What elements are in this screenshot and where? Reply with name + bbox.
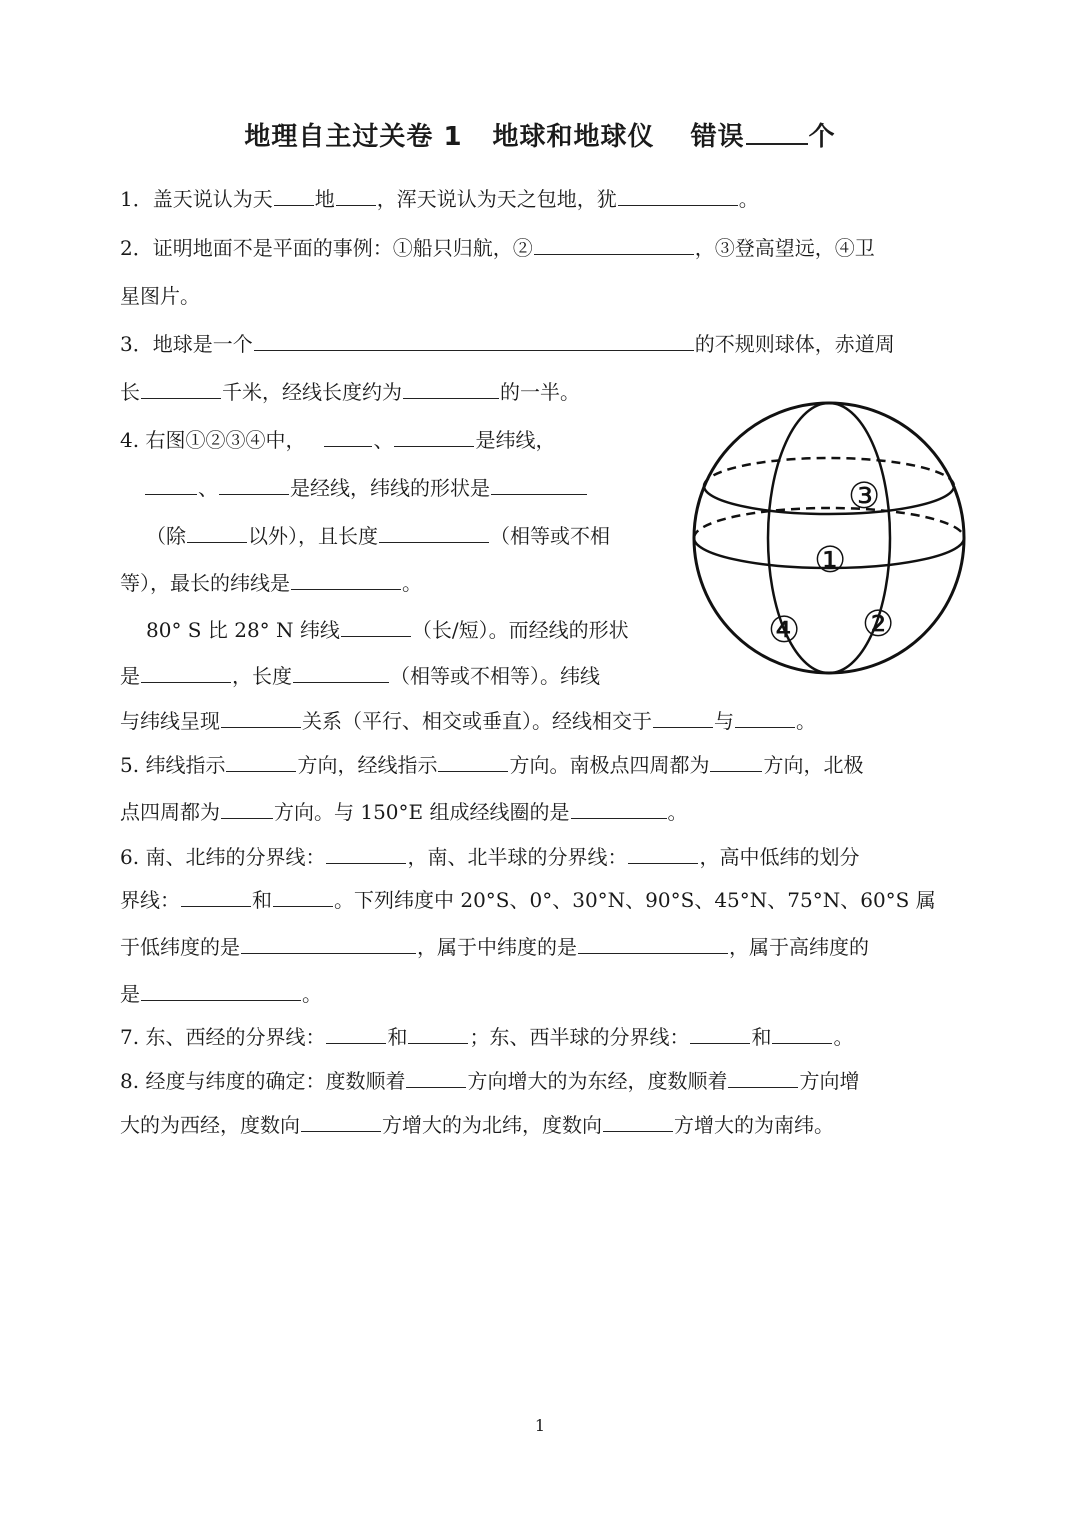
errors-unit: 个 (808, 122, 836, 152)
q3-text-e: 的一半。 (500, 380, 580, 404)
q1-line (120, 184, 759, 214)
q6-blank-2[interactable] (628, 843, 698, 864)
q4-blank-13[interactable] (653, 707, 713, 728)
q6-text-2b: 和 (252, 888, 272, 912)
q4-blank-5[interactable] (491, 474, 587, 495)
q7-blank-3[interactable] (690, 1023, 750, 1044)
q5-blank-1[interactable] (226, 751, 296, 772)
q6-line-2 (120, 885, 936, 915)
q6-line-4 (120, 979, 322, 1009)
q6-line-3 (120, 932, 869, 962)
q5-blank-2[interactable] (438, 751, 508, 772)
q5-line-1 (120, 750, 863, 780)
q4-blank-14[interactable] (735, 707, 795, 728)
q8-text-1c: 方向增 (799, 1069, 860, 1093)
q1-blank-2[interactable] (336, 185, 376, 206)
q4-text-7d: 。 (796, 709, 816, 733)
latitude-3-back (704, 458, 954, 486)
q4-line-5 (146, 615, 629, 645)
q8-text-2a: 大的为西经，度数向 (120, 1113, 300, 1137)
q5-blank-4[interactable] (221, 798, 273, 819)
q4-text-3b: 以外），且长度 (248, 524, 378, 548)
title-main: 地理自主过关卷 1 (244, 122, 463, 152)
label-1: ① (814, 540, 847, 581)
q8-text-2c: 方增大的为南纬。 (674, 1113, 834, 1137)
q8-text-2b: 方增大的为北纬，度数向 (382, 1113, 602, 1137)
q1-text-d: 。 (738, 187, 759, 211)
q6-blank-6[interactable] (578, 933, 728, 954)
q1-blank-1[interactable] (274, 185, 314, 206)
q3-text-a: 3．地球是一个 (120, 332, 253, 356)
q5-text-2c: 。 (667, 800, 688, 824)
q4-blank-6[interactable] (187, 522, 247, 543)
q7-text-b: 和 (387, 1025, 408, 1049)
q4-blank-1[interactable] (324, 426, 372, 447)
q6-text-2a: 界线： (120, 888, 180, 912)
q8-line-1 (120, 1066, 859, 1096)
q4-line-2 (144, 473, 588, 503)
q3-text-d: 千米，经线长度约为 (222, 380, 402, 404)
q4-blank-9[interactable] (341, 616, 411, 637)
q2-blank-1[interactable] (534, 234, 694, 255)
globe-figure (690, 400, 970, 680)
q4-blank-3[interactable] (145, 474, 197, 495)
q6-blank-5[interactable] (241, 933, 416, 954)
q8-text-1b: 方向增大的为东经，度数顺着 (467, 1069, 728, 1093)
q7-blank-1[interactable] (326, 1023, 386, 1044)
q7-blank-4[interactable] (772, 1023, 832, 1044)
q8-blank-4[interactable] (603, 1111, 673, 1132)
q1-text-a: 1．盖天说认为天 (120, 187, 273, 211)
q3-line-2 (120, 377, 580, 407)
q2-text-c: 星图片。 (120, 284, 200, 308)
label-4: ④ (768, 610, 801, 651)
label-2: ② (862, 604, 895, 645)
q6-text-1a: 6. 南、北纬的分界线： (120, 845, 326, 869)
q4-line-1 (120, 425, 555, 455)
q4-text-7a: 与纬线呈现 (120, 709, 220, 733)
equator-back (694, 508, 964, 538)
q6-blank-4[interactable] (273, 886, 333, 907)
q7-text-d: 和 (751, 1025, 772, 1049)
q6-text-1c: ，高中低纬的划分 (699, 845, 860, 869)
q3-blank-2[interactable] (141, 378, 221, 399)
latitude-3-front (704, 486, 954, 514)
q4-text-1b: 、 (373, 428, 394, 452)
q8-line-2 (120, 1110, 834, 1140)
q4-text-6c: （相等或不相等）。纬线 (390, 664, 600, 688)
page-title (0, 116, 1080, 153)
q4-text-6a: 是 (120, 664, 140, 688)
q6-text-4b: 。 (302, 982, 322, 1006)
q4-blank-11[interactable] (293, 662, 389, 683)
q7-text-a: 7. 东、西经的分界线： (120, 1025, 326, 1049)
page-number: 1 (534, 1416, 546, 1435)
q5-text-2b: 方向。与 150°E 组成经线圈的是 (274, 800, 570, 824)
q3-blank-1[interactable] (254, 330, 694, 351)
q6-text-2c: 。下列纬度中 20°S、0°、30°N、90°S、45°N、75°N、60°S 属 (334, 888, 936, 912)
q5-blank-3[interactable] (710, 751, 762, 772)
q4-blank-2[interactable] (394, 426, 474, 447)
q7-line (120, 1022, 853, 1052)
q4-text-1a: 4. 右图①②③④中， (120, 428, 306, 452)
q6-line-1 (120, 842, 859, 872)
globe-outline (694, 403, 964, 673)
q5-text-1d: 方向，北极 (763, 753, 864, 777)
q4-line-7 (120, 706, 816, 736)
q4-text-1c: 是纬线， (475, 428, 556, 452)
q4-line-4 (120, 568, 422, 598)
q4-blank-8[interactable] (291, 569, 401, 590)
q5-text-1b: 方向，经线指示 (297, 753, 438, 777)
label-3: ③ (848, 476, 881, 517)
q6-text-1b: ，南、北半球的分界线： (407, 845, 628, 869)
q6-blank-7[interactable] (141, 980, 301, 1001)
q6-blank-3[interactable] (181, 886, 251, 907)
q2-text-a: 2．证明地面不是平面的事例：①船只归航，② (120, 236, 533, 260)
q4-text-4b: 。 (402, 571, 422, 595)
q8-blank-1[interactable] (406, 1067, 466, 1088)
q4-text-5a: 80° S 比 28° N 纬线 (146, 618, 340, 642)
title-topic: 地球和地球仪 (492, 122, 655, 152)
q4-text-3c: （相等或不相 (490, 524, 610, 548)
q4-text-7c: 与 (714, 709, 734, 733)
q4-text-7b: 关系（平行、相交或垂直）。经线相交于 (302, 709, 652, 733)
q5-text-2a: 点四周都为 (120, 800, 220, 824)
q6-text-3c: ，属于高纬度的 (729, 935, 869, 959)
q4-blank-10[interactable] (141, 662, 231, 683)
q4-text-3a: （除 (146, 524, 186, 548)
q4-line-6 (120, 661, 600, 691)
q8-blank-3[interactable] (301, 1111, 381, 1132)
q4-text-5b: （长/短）。而经线的形状 (411, 618, 629, 642)
q6-blank-1[interactable] (326, 843, 406, 864)
errors-label: 错误 (690, 122, 745, 152)
q4-text-4a: 等），最长的纬线是 (120, 571, 290, 595)
q6-text-3a: 于低纬度的是 (120, 935, 240, 959)
q4-blank-12[interactable] (221, 707, 301, 728)
q4-text-2b: 是经线，纬线的形状是 (290, 476, 490, 500)
q7-blank-2[interactable] (408, 1023, 468, 1044)
q4-line-3 (146, 521, 610, 551)
q3-line-1 (120, 329, 895, 359)
q1-blank-3[interactable] (618, 185, 738, 206)
errors-blank[interactable] (746, 123, 808, 145)
q4-text-6b: ，长度 (232, 664, 292, 688)
q5-line-2 (120, 797, 688, 827)
q7-text-e: 。 (833, 1025, 854, 1049)
q6-text-3b: ，属于中纬度的是 (417, 935, 577, 959)
q1-text-b: 地 (314, 187, 335, 211)
q4-text-2a: 、 (198, 476, 218, 500)
q2-line-1 (120, 233, 875, 263)
q8-blank-2[interactable] (728, 1067, 798, 1088)
q5-text-1a: 5. 纬线指示 (120, 753, 226, 777)
q4-blank-4[interactable] (219, 474, 289, 495)
q1-text-c: ，浑天说认为天之包地，犹 (376, 187, 617, 211)
q3-blank-3[interactable] (403, 378, 499, 399)
q7-text-c: ；东、西半球的分界线： (469, 1025, 690, 1049)
q4-blank-7[interactable] (379, 522, 489, 543)
q2-line-2 (120, 281, 200, 311)
q3-text-c: 长 (120, 380, 140, 404)
q5-blank-5[interactable] (571, 798, 667, 819)
q6-text-4a: 是 (120, 982, 140, 1006)
q8-text-1a: 8. 经度与纬度的确定：度数顺着 (120, 1069, 406, 1093)
q2-text-b: ，③登高望远，④卫 (694, 236, 875, 260)
q5-text-1c: 方向。南极点四周都为 (509, 753, 710, 777)
q3-text-b: 的不规则球体，赤道周 (694, 332, 895, 356)
